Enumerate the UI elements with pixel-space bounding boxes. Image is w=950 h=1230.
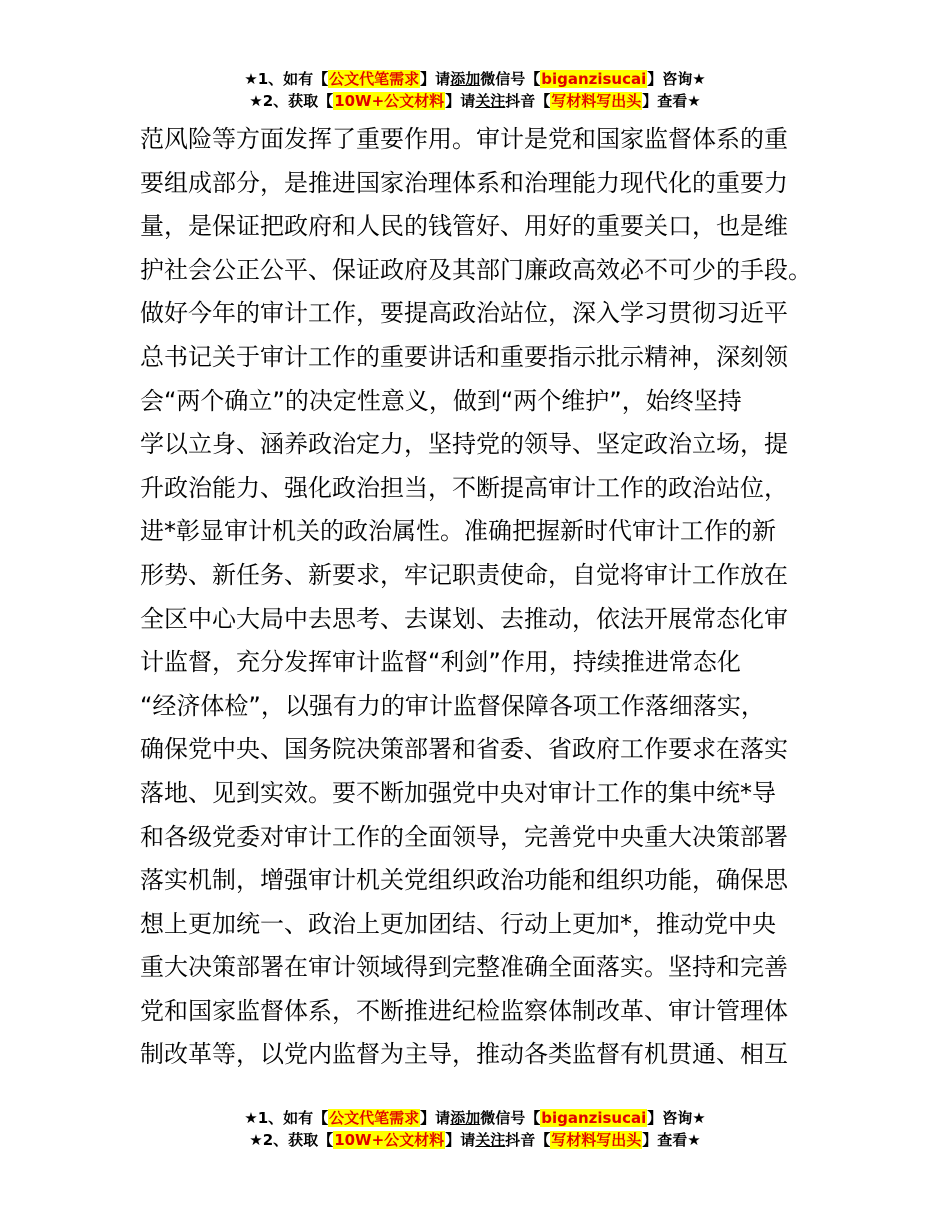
body-line: 量，是保证把政府和人民的钱管好、用好的重要关口，也是维 [140, 212, 788, 241]
header-banner [0, 68, 950, 112]
banner-text: 】请 [420, 70, 451, 88]
footer-banner [0, 1107, 950, 1151]
banner-highlight: 10W+公文材料 [334, 1131, 445, 1149]
banner-highlight: 写材料写出头 [551, 1131, 642, 1149]
body-line: 确保党中央、国务院决策部署和省委、省政府工作要求在落实 [140, 735, 788, 764]
banner-highlight: biganzisucai [541, 1109, 647, 1127]
body-line: 制改革等，以党内监督为主导，推动各类监督有机贯通、相互 [140, 1040, 788, 1069]
banner-text: 抖音【 [505, 1131, 551, 1149]
body-line: 学以立身、涵养政治定力，坚持党的领导、坚定政治立场，提 [140, 430, 788, 459]
banner-line-1 [0, 1107, 950, 1129]
banner-underlined: 添加 [450, 1109, 481, 1127]
banner-text: 】咨询★ [647, 1109, 706, 1127]
banner-text: 微信号【 [480, 70, 541, 88]
banner-line-2 [0, 90, 950, 112]
body-line: 重大决策部署在审计领域得到完整准确全面落实。坚持和完善 [140, 953, 788, 982]
banner-text: 】咨询★ [647, 70, 706, 88]
banner-highlight: biganzisucai [541, 70, 647, 88]
banner-text: 】查看★ [642, 1131, 701, 1149]
body-line: 进*彰显审计机关的政治属性。准确把握新时代审计工作的新 [140, 517, 776, 546]
banner-text: ★1、如有【 [244, 1109, 329, 1127]
body-line: 要组成部分，是推进国家治理体系和治理能力现代化的重要力 [140, 168, 788, 197]
banner-text: 】请 [445, 1131, 476, 1149]
body-line: 党和国家监督体系，不断推进纪检监察体制改革、审计管理体 [140, 996, 788, 1025]
banner-text: 】查看★ [642, 92, 701, 110]
body-line: 计监督，充分发挥审计监督“利剑”作用，持续推进常态化 [140, 648, 741, 677]
body-line: 和各级党委对审计工作的全面领导，完善党中央重大决策部署 [140, 822, 788, 851]
banner-underlined: 关注 [475, 1131, 506, 1149]
body-line: 做好今年的审计工作，要提高政治站位，深入学习贯彻习近平 [140, 299, 788, 328]
banner-highlight: 公文代笔需求 [329, 70, 420, 88]
body-line: 形势、新任务、新要求，牢记职责使命，自觉将审计工作放在 [140, 560, 788, 589]
banner-text: ★2、获取【 [249, 1131, 334, 1149]
banner-highlight: 10W+公文材料 [334, 92, 445, 110]
banner-text: 】请 [420, 1109, 451, 1127]
document-body [140, 118, 820, 1077]
body-line: 全区中心大局中去思考、去谋划、去推动，依法开展常态化审 [140, 604, 788, 633]
banner-underlined: 关注 [475, 92, 506, 110]
banner-text: ★2、获取【 [249, 92, 334, 110]
banner-text: ★1、如有【 [244, 70, 329, 88]
body-line: 升政治能力、强化政治担当，不断提高审计工作的政治站位， [140, 473, 788, 502]
banner-highlight: 写材料写出头 [551, 92, 642, 110]
banner-line-1 [0, 68, 950, 90]
body-line: 落地、见到实效。要不断加强党中央对审计工作的集中统*导 [140, 778, 776, 807]
banner-highlight: 公文代笔需求 [329, 1109, 420, 1127]
body-line: 会“两个确立”的决定性意义，做到“两个维护”，始终坚持 [140, 386, 742, 415]
banner-text: 抖音【 [505, 92, 551, 110]
body-line: 总书记关于审计工作的重要讲话和重要指示批示精神，深刻领 [140, 342, 788, 371]
body-line: 护社会公正公平、保证政府及其部门廉政高效必不可少的手段。 [140, 255, 812, 284]
body-line: 范风险等方面发挥了重要作用。审计是党和国家监督体系的重 [140, 125, 788, 153]
banner-text: 】请 [445, 92, 476, 110]
body-line: “经济体检”，以强有力的审计监督保障各项工作落细落实， [140, 691, 765, 720]
body-line: 落实机制，增强审计机关党组织政治功能和组织功能，确保思 [140, 866, 788, 895]
banner-text: 微信号【 [480, 1109, 541, 1127]
body-line: 想上更加统一、政治上更加团结、行动上更加*，推动党中央 [140, 909, 776, 938]
banner-underlined: 添加 [450, 70, 481, 88]
banner-line-2 [0, 1129, 950, 1151]
